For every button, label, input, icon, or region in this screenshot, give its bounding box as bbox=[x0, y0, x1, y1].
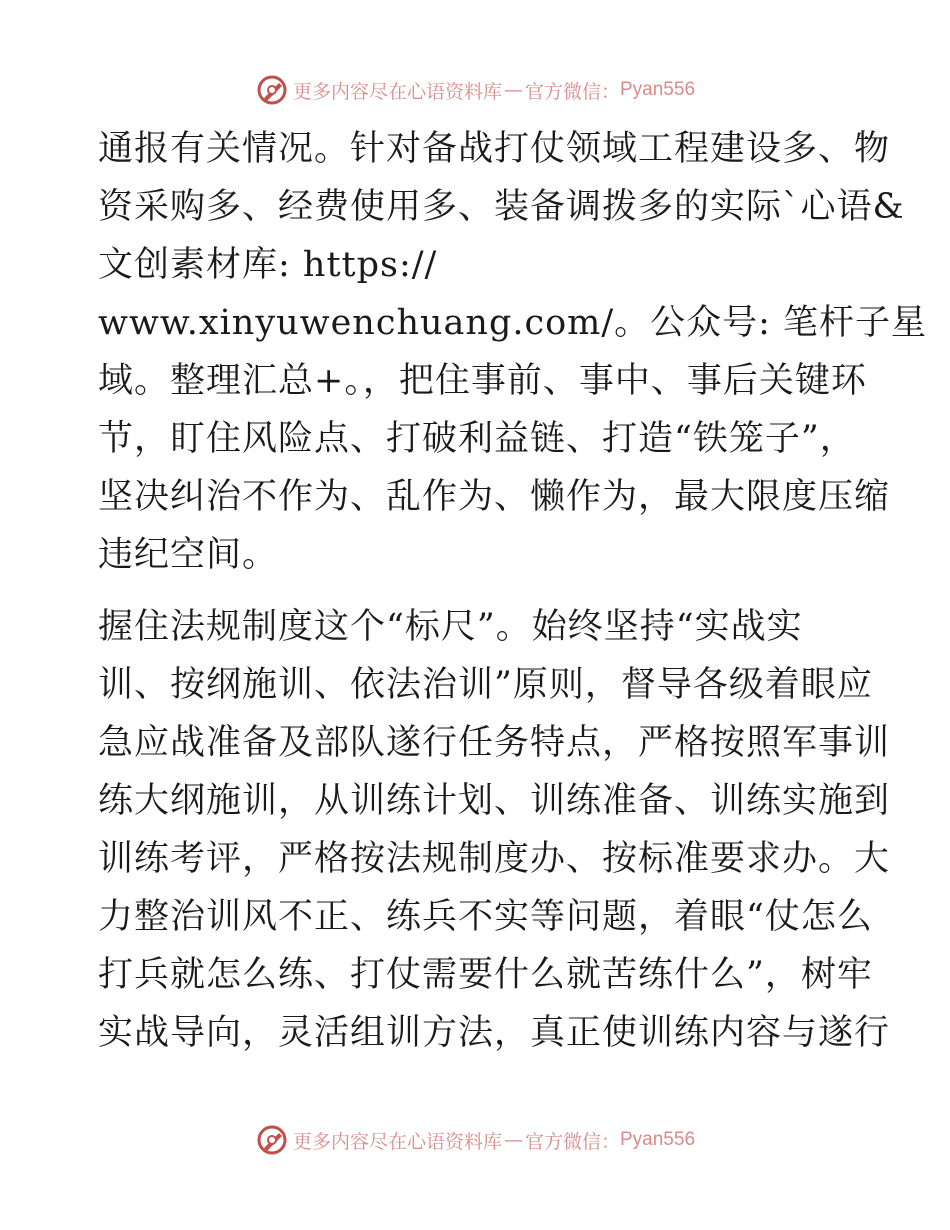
text-line: 训、按纲施训、依法治训”原则，督导各级着眼应 bbox=[98, 665, 873, 705]
text-line: 节，盯住风险点、打破利益链、打造“铁笼子”， bbox=[98, 419, 856, 459]
text-line: 训练考评，严格按法规制度办、按标准要求办。大 bbox=[98, 839, 891, 879]
header-wechat-label: 官方微信： bbox=[524, 80, 620, 103]
text-line: 急应战准备及部队遂行任务特点，严格按照军事训 bbox=[98, 723, 891, 763]
text-line: 握住法规制度这个“标尺”。始终坚持“实战实 bbox=[98, 607, 803, 647]
text-line: 坚决纠治不作为、乱作为、懒作为，最大限度压缩 bbox=[98, 477, 891, 517]
text-line: 通报有关情况。针对备战打仗领域工程建设多、物 bbox=[98, 129, 891, 169]
text-line: 域。整理汇总+。，把住事前、事中、事后关键环 bbox=[98, 361, 867, 401]
paragraph-1 bbox=[98, 120, 928, 584]
document-body bbox=[98, 120, 928, 1062]
text-line: 力整治训风不正、练兵不实等问题，着眼“仗怎么 bbox=[98, 897, 873, 937]
text-line: 违纪空间。 bbox=[98, 535, 279, 575]
text-line: 资采购多、经费使用多、装备调拨多的实际`心语& bbox=[98, 187, 905, 227]
pen-logo-icon bbox=[255, 1123, 289, 1157]
footer-promo-text: 更多内容尽在心语资料库 bbox=[292, 1130, 502, 1153]
header-dash: — bbox=[503, 79, 523, 101]
footer-banner bbox=[0, 1120, 950, 1160]
paragraph-2 bbox=[98, 598, 891, 1062]
footer-wechat-label: 官方微信： bbox=[524, 1130, 620, 1153]
text-line: 实战导向，灵活组训方法，真正使训练内容与遂行 bbox=[98, 1013, 891, 1053]
footer-dash: — bbox=[503, 1129, 523, 1151]
text-line: 文创素材库: https:// bbox=[98, 245, 438, 285]
paragraph-spacer bbox=[98, 584, 858, 598]
header-promo-text: 更多内容尽在心语资料库 bbox=[292, 80, 502, 103]
text-line: 打兵就怎么练、打仗需要什么就苦练什么”，树牢 bbox=[98, 955, 873, 995]
header-banner bbox=[0, 70, 950, 110]
pen-logo-icon bbox=[255, 73, 289, 107]
header-wechat-id: Pyan556 bbox=[620, 79, 696, 100]
text-line: www.xinyuwenchuang.com/。公众号: 笔杆子星 bbox=[98, 303, 928, 343]
text-line: 练大纲施训，从训练计划、训练准备、训练实施到 bbox=[98, 781, 891, 821]
footer-wechat-id: Pyan556 bbox=[620, 1129, 696, 1150]
